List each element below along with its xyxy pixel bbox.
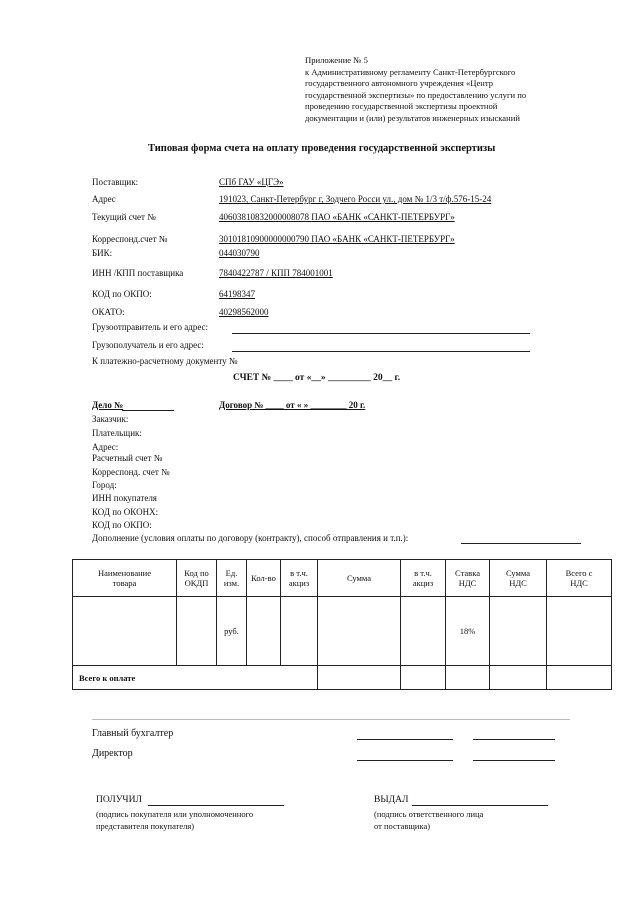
supplier-address-label: Адрес bbox=[92, 194, 116, 204]
table-total-row bbox=[73, 666, 612, 690]
chief-accountant-label: Главный бухгалтер bbox=[92, 728, 174, 739]
supplier-bik-value: 044030790 bbox=[219, 248, 260, 258]
table-cell bbox=[318, 597, 401, 666]
table-header-cell: Всего с НДС bbox=[547, 560, 612, 597]
divider bbox=[92, 719, 570, 720]
payer-label: Плательщик: bbox=[92, 428, 142, 438]
page-title: Типовая форма счета на оплату проведения государственной экспертизы bbox=[148, 143, 496, 154]
table-cell bbox=[281, 597, 318, 666]
customer-inn-label: ИНН покупателя bbox=[92, 493, 157, 503]
supplier-okato-value: 40298562000 bbox=[219, 307, 269, 317]
table-cell bbox=[547, 666, 612, 690]
annex-line: Приложение № 5 bbox=[305, 55, 368, 65]
supplier-inn-label: ИНН /КПП поставщика bbox=[92, 268, 184, 278]
shipper-line bbox=[232, 333, 530, 334]
supplier-label: Поставщик: bbox=[92, 177, 139, 187]
issued-note: (подпись ответственного лица bbox=[374, 809, 484, 819]
director-label: Директор bbox=[92, 748, 133, 759]
table-cell bbox=[73, 597, 177, 666]
customer-okpo-label: КОД по ОКПО: bbox=[92, 520, 152, 530]
supplier-value: СПб ГАУ «ЦГЭ» bbox=[219, 177, 284, 187]
received-label: ПОЛУЧИЛ bbox=[96, 795, 142, 805]
table-cell bbox=[401, 597, 446, 666]
received-note: (подпись покупателя или уполномоченного bbox=[96, 809, 254, 819]
table-header-cell: Кол-во bbox=[247, 560, 281, 597]
table-cell bbox=[247, 597, 281, 666]
issued-label: ВЫДАЛ bbox=[374, 795, 409, 805]
table-header-cell: в т.ч. акциз bbox=[281, 560, 318, 597]
supplier-okpo-value: 64198347 bbox=[219, 289, 255, 299]
received-line bbox=[148, 805, 284, 806]
annex-line: государственной экспертизы» по предоставлению услуги по bbox=[305, 89, 527, 100]
addition-label: Дополнение (условия оплаты по договору (контракту), способ отправления и т.п.): bbox=[92, 533, 409, 543]
annex-line: к Административному регламенту Санкт-Петербургского bbox=[305, 66, 516, 77]
consignee-line bbox=[232, 351, 530, 352]
contract-label: Договор № ____ от « » ________ 20 г. bbox=[219, 400, 366, 410]
customer-account-label: Расчетный счет № bbox=[92, 453, 163, 463]
supplier-okpo-label: КОД по ОКПО: bbox=[92, 289, 152, 299]
table-header-cell: в т.ч. акциз bbox=[401, 560, 446, 597]
annex-line: проведению государственной экспертизы проектной bbox=[305, 101, 498, 112]
table-header-cell: Ставка НДС bbox=[446, 560, 490, 597]
table-cell bbox=[547, 597, 612, 666]
table-cell bbox=[446, 666, 490, 690]
invoice-title: СЧЕТ № ____ от «__» _________ 20__ г. bbox=[233, 373, 401, 383]
issued-note: от поставщика) bbox=[374, 821, 431, 831]
table-header-cell: Наименование товара bbox=[73, 560, 177, 597]
chief-accountant-name-line bbox=[473, 739, 555, 740]
annex-line: государственного автономного учреждения «Центр bbox=[305, 78, 494, 89]
total-label: Всего к оплате bbox=[73, 666, 318, 690]
consignee-label: Грузополучатель и его адрес: bbox=[92, 340, 204, 350]
payment-doc-label: К платежно-расчетному документу № bbox=[92, 356, 238, 366]
supplier-bik-label: БИК: bbox=[92, 248, 113, 258]
supplier-corr-value: 30101810900000000790 ПАО «БАНК «САНКТ-ПЕТЕРБУРГ» bbox=[219, 234, 455, 244]
supplier-inn-value: 7840422787 / КПП 784001001 bbox=[219, 268, 333, 278]
table-header-cell: Ед. изм. bbox=[217, 560, 247, 597]
supplier-address-value: 191023, Санкт-Петербург г, Зодчего Росси ул., дом № 1/3 т/ф.576-15-24 bbox=[219, 194, 492, 204]
table-row bbox=[73, 597, 612, 666]
table-cell-unit: руб. bbox=[217, 597, 247, 666]
table-cell bbox=[177, 597, 217, 666]
director-name-line bbox=[473, 760, 555, 761]
table-cell bbox=[490, 597, 547, 666]
supplier-account-label: Текущий счет № bbox=[92, 212, 156, 222]
customer-address-label: Адрес: bbox=[92, 442, 119, 452]
case-label: Дело № bbox=[92, 400, 124, 410]
chief-accountant-signature-line bbox=[357, 739, 453, 740]
annex-header bbox=[305, 55, 585, 125]
table-header-row bbox=[73, 560, 612, 597]
supplier-okato-label: ОКАТО: bbox=[92, 307, 125, 317]
received-note: представителя покупателя) bbox=[96, 821, 195, 831]
table-cell bbox=[490, 666, 547, 690]
table-header-cell: Код по ОКДП bbox=[177, 560, 217, 597]
supplier-corr-label: Корреспонд.счет № bbox=[92, 234, 168, 244]
table-header-cell: Сумма НДС bbox=[490, 560, 547, 597]
table-cell-vat-rate: 18% bbox=[446, 597, 490, 666]
customer-corr-label: Корреспонд. счет № bbox=[92, 467, 170, 477]
customer-city-label: Город: bbox=[92, 480, 117, 490]
issued-line bbox=[412, 805, 548, 806]
shipper-label: Грузоотправитель и его адрес: bbox=[92, 322, 209, 332]
table-cell bbox=[401, 666, 446, 690]
case-line bbox=[122, 410, 174, 411]
table-header-cell: Сумма bbox=[318, 560, 401, 597]
invoice-table bbox=[72, 559, 612, 690]
customer-label: Заказчик: bbox=[92, 414, 129, 424]
annex-line: документации и (или) результатов инженерных изысканий bbox=[305, 112, 520, 123]
addition-line bbox=[461, 543, 581, 544]
customer-okonh-label: КОД по ОКОНХ: bbox=[92, 507, 159, 517]
supplier-account-value: 40603810832000008078 ПАО «БАНК «САНКТ-ПЕТЕРБУРГ» bbox=[219, 212, 455, 222]
director-signature-line bbox=[357, 760, 453, 761]
table-cell bbox=[318, 666, 401, 690]
